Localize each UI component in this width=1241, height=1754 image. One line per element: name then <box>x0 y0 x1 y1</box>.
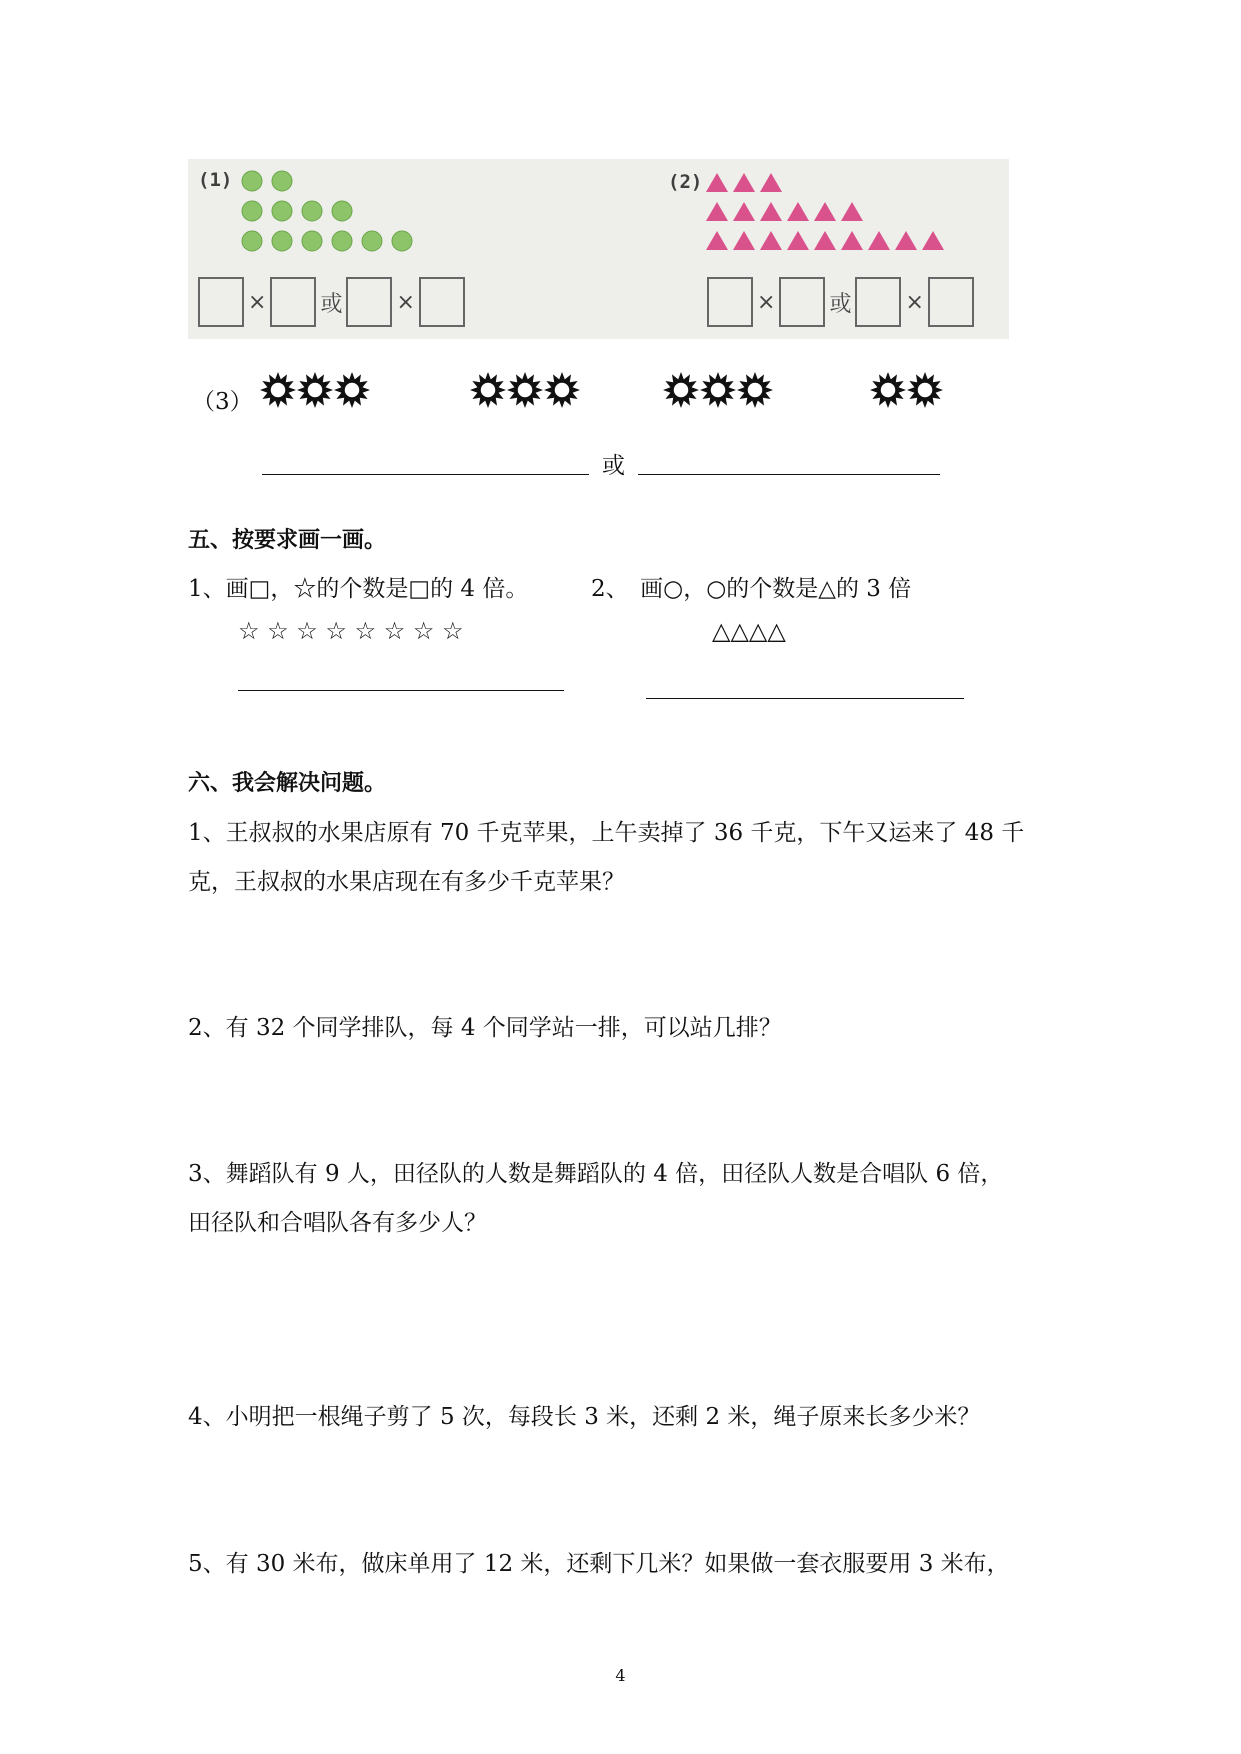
suns-row <box>0 365 1241 415</box>
or-text: 或 <box>602 453 625 479</box>
problem-1-line-2: 克，王叔叔的水果店现在有多少千克苹果？ <box>188 869 625 895</box>
triangles-row: △△△△ <box>712 617 786 645</box>
times-sign: × <box>248 289 267 315</box>
pink-triangle <box>814 231 836 250</box>
sun-icon <box>737 372 773 408</box>
pink-triangle <box>706 173 728 192</box>
pink-triangle <box>868 231 890 250</box>
times-sign: × <box>396 289 415 315</box>
answer-box[interactable] <box>928 277 974 327</box>
or-text: 或 <box>320 291 343 317</box>
pink-triangle <box>733 231 755 250</box>
item3-label: （3） <box>192 389 253 415</box>
pink-triangle <box>922 231 944 250</box>
problem-5: 5、有 30 米布，做床单用了 12 米，还剩下几米？如果做一套衣服要用 3 米布， <box>188 1551 1010 1577</box>
circles-label: (1) <box>198 169 233 191</box>
triangles-answer-boxes <box>707 277 974 327</box>
times-sign: × <box>757 289 776 315</box>
answer-line[interactable] <box>638 474 940 475</box>
drawing-line[interactable] <box>238 690 564 691</box>
sun-icon <box>297 372 333 408</box>
sun-icon <box>260 372 296 408</box>
problem-3-line-1: 3、舞蹈队有 9 人，田径队的人数是舞蹈队的 4 倍，田径队人数是合唱队 6 倍， <box>188 1161 1004 1187</box>
pink-triangle <box>841 202 863 221</box>
answer-box[interactable] <box>419 277 465 327</box>
sun-icon <box>507 372 543 408</box>
sun-icon <box>870 372 906 408</box>
exercise-photo <box>188 159 1009 339</box>
answer-box[interactable] <box>270 277 316 327</box>
triangles-label: (2) <box>668 171 703 193</box>
or-text: 或 <box>829 291 852 317</box>
section6-heading: 六、我会解决问题。 <box>188 771 387 796</box>
pink-triangle <box>814 202 836 221</box>
answer-box[interactable] <box>198 277 244 327</box>
problem-4: 4、小明把一根绳子剪了 5 次，每段长 3 米，还剩 2 米，绳子原来长多少米？ <box>188 1404 981 1430</box>
pink-triangle <box>706 231 728 250</box>
answer-box[interactable] <box>707 277 753 327</box>
circles-answer-boxes <box>198 277 465 327</box>
sun-icon <box>700 372 736 408</box>
sun-icon <box>334 372 370 408</box>
answer-box[interactable] <box>779 277 825 327</box>
answer-box[interactable] <box>855 277 901 327</box>
problem-3-line-2: 田径队和合唱队各有多少人？ <box>188 1210 487 1236</box>
answer-line[interactable] <box>262 474 589 475</box>
pink-triangle <box>841 231 863 250</box>
pink-triangle <box>787 202 809 221</box>
answer-box[interactable] <box>346 277 392 327</box>
pink-triangle <box>760 202 782 221</box>
pink-triangle <box>706 202 728 221</box>
pink-triangle <box>895 231 917 250</box>
problem-2: 2、有 32 个同学排队，每 4 个同学站一排，可以站几排？ <box>188 1015 782 1041</box>
section5-heading: 五、按要求画一画。 <box>188 528 387 553</box>
sun-icon <box>470 372 506 408</box>
sun-icon <box>907 372 943 408</box>
pink-triangle <box>733 173 755 192</box>
pink-triangle <box>760 231 782 250</box>
drawing-line[interactable] <box>646 698 964 699</box>
pink-triangle <box>733 202 755 221</box>
sun-icon <box>663 372 699 408</box>
pink-triangle <box>760 173 782 192</box>
section5-question-1: 1、画□，☆的个数是□的 4 倍。 <box>188 576 529 602</box>
sun-icon <box>544 372 580 408</box>
pink-triangle <box>787 231 809 250</box>
stars-row: ☆ ☆ ☆ ☆ ☆ ☆ ☆ ☆ <box>238 617 464 645</box>
section5-question-2: 2、 画○，○的个数是△的 3 倍 <box>591 576 912 602</box>
times-sign: × <box>905 289 924 315</box>
problem-1-line-1: 1、王叔叔的水果店原有 70 千克苹果，上午卖掉了 36 千克，下午又运来了 48 千 <box>188 820 1025 846</box>
page-number: 4 <box>615 1666 626 1685</box>
